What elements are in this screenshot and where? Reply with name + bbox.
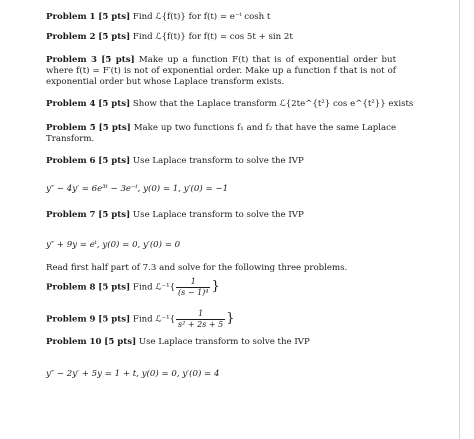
problem-4-text: Show that the Laplace transform ℒ{2te^{t²} cos e^{t²}} exists xyxy=(132,99,414,109)
problem-6-text: Use Laplace transform to solve the IVP xyxy=(132,156,304,166)
problem-3-pts: [5 pts] xyxy=(101,55,135,65)
problem-7-text: Use Laplace transform to solve the IVP xyxy=(132,210,304,220)
problem-8-text: Find ℒ⁻¹{ xyxy=(132,282,176,293)
problem-7 xyxy=(46,210,304,221)
problem-9-text: Find ℒ⁻¹{ xyxy=(132,314,176,325)
problem-8-pts: [5 pts] xyxy=(98,282,131,293)
problem-10-label: Problem 10 xyxy=(46,337,102,347)
problem-3 xyxy=(46,55,396,88)
problem-9-fraction xyxy=(176,309,225,330)
problem-1-label: Problem 1 xyxy=(46,12,96,22)
problem-3-label: Problem 3 xyxy=(46,55,98,65)
problem-3-text: Make up a function F(t) that is of exponential order but where f(t) = F′(t) is not of exponential order. Make up a function f that is not of exponential order but whose Laplace transform exists. xyxy=(46,55,397,87)
problem-6-label: Problem 6 xyxy=(46,156,96,166)
problem-10 xyxy=(46,337,310,348)
ivp-10-equation: y″ − 2y′ + 5y = 1 + t, y(0) = 0, y′(0) = 4 xyxy=(46,369,220,379)
problem-6 xyxy=(46,156,304,167)
problem-8-label: Problem 8 xyxy=(46,282,96,293)
problem-10-text: Use Laplace transform to solve the IVP xyxy=(138,337,310,347)
problem-5 xyxy=(46,123,396,145)
reading-note: Read first half part of 7.3 and solve for the following three problems. xyxy=(46,263,348,273)
problem-2-pts: [5 pts] xyxy=(98,32,131,42)
problem-4 xyxy=(46,99,413,110)
problem-1-pts: [5 pts] xyxy=(98,12,131,22)
problem-8-numerator: 1 xyxy=(176,277,210,288)
problem-5-label: Problem 5 xyxy=(46,123,96,133)
problem-5-pts: [5 pts] xyxy=(98,123,131,133)
problem-8 xyxy=(46,276,220,298)
problem-7-label: Problem 7 xyxy=(46,210,96,220)
problem-8-close-brace: } xyxy=(211,279,220,294)
problem-2-text: Find ℒ{f(t)} for f(t) = cos 5t + sin 2t xyxy=(132,32,293,42)
problem-1 xyxy=(46,12,270,23)
problem-5-text: Make up two functions f₁ and f₂ that have the same Laplace Transform. xyxy=(46,123,397,144)
ivp-6-equation: y″ − 4y′ = 6e³ᵗ − 3e⁻ᵗ, y(0) = 1, y′(0) = −1 xyxy=(46,184,229,194)
problem-9 xyxy=(46,308,235,330)
problem-9-pts: [5 pts] xyxy=(98,314,131,325)
problem-8-fraction xyxy=(176,277,210,298)
ivp-7-equation: y″ + 9y = eᵗ, y(0) = 0, y′(0) = 0 xyxy=(46,240,181,250)
problem-7-pts: [5 pts] xyxy=(98,210,131,220)
problem-1-text: Find ℒ{f(t)} for f(t) = e⁻ᵗ cosh t xyxy=(132,12,271,22)
problem-2 xyxy=(46,32,293,43)
page-edge-rule xyxy=(459,0,460,439)
problem-9-label: Problem 9 xyxy=(46,314,96,325)
problem-2-label: Problem 2 xyxy=(46,32,96,42)
problem-10-pts: [5 pts] xyxy=(104,337,137,347)
problem-9-numerator: 1 xyxy=(176,309,225,320)
problem-8-denominator: (s − 1)⁴ xyxy=(178,287,209,297)
problem-4-label: Problem 4 xyxy=(46,99,96,109)
problem-4-pts: [5 pts] xyxy=(98,99,131,109)
problem-6-pts: [5 pts] xyxy=(98,156,131,166)
problem-9-close-brace: } xyxy=(226,311,235,326)
problem-9-denominator: s² + 2s + 5 xyxy=(178,319,224,329)
